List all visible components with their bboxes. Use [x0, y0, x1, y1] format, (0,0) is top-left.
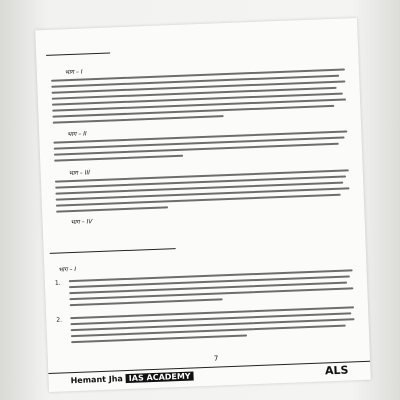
brand-badge: IAS ACADEMY	[126, 371, 194, 383]
list-number-1: 1.	[54, 279, 61, 287]
footer-brand	[70, 371, 193, 385]
list-number-2: 2.	[56, 316, 63, 324]
section-underline	[50, 248, 176, 254]
part-1-paragraph	[51, 68, 347, 127]
part-4-label: भाग – IV	[70, 218, 93, 227]
part-3-label: भाग – III	[68, 169, 91, 178]
part-1-label: भाग – I	[64, 68, 83, 77]
part-3-paragraph	[55, 169, 350, 216]
list-item-1-text	[69, 269, 354, 310]
list-item-2-text	[70, 306, 355, 347]
part-4-paragraph	[57, 217, 351, 228]
part-2-paragraph	[53, 130, 348, 165]
lower-part-1-label: भाग – I	[58, 265, 77, 274]
part-2-label: भाग – II	[67, 130, 87, 139]
title-underline	[46, 52, 110, 55]
brand-name: Hemant Jha	[70, 374, 124, 386]
page-footer	[48, 361, 370, 390]
page-number: 7	[213, 354, 219, 363]
footer-logo: ALS	[324, 363, 349, 378]
document-page	[35, 18, 371, 392]
